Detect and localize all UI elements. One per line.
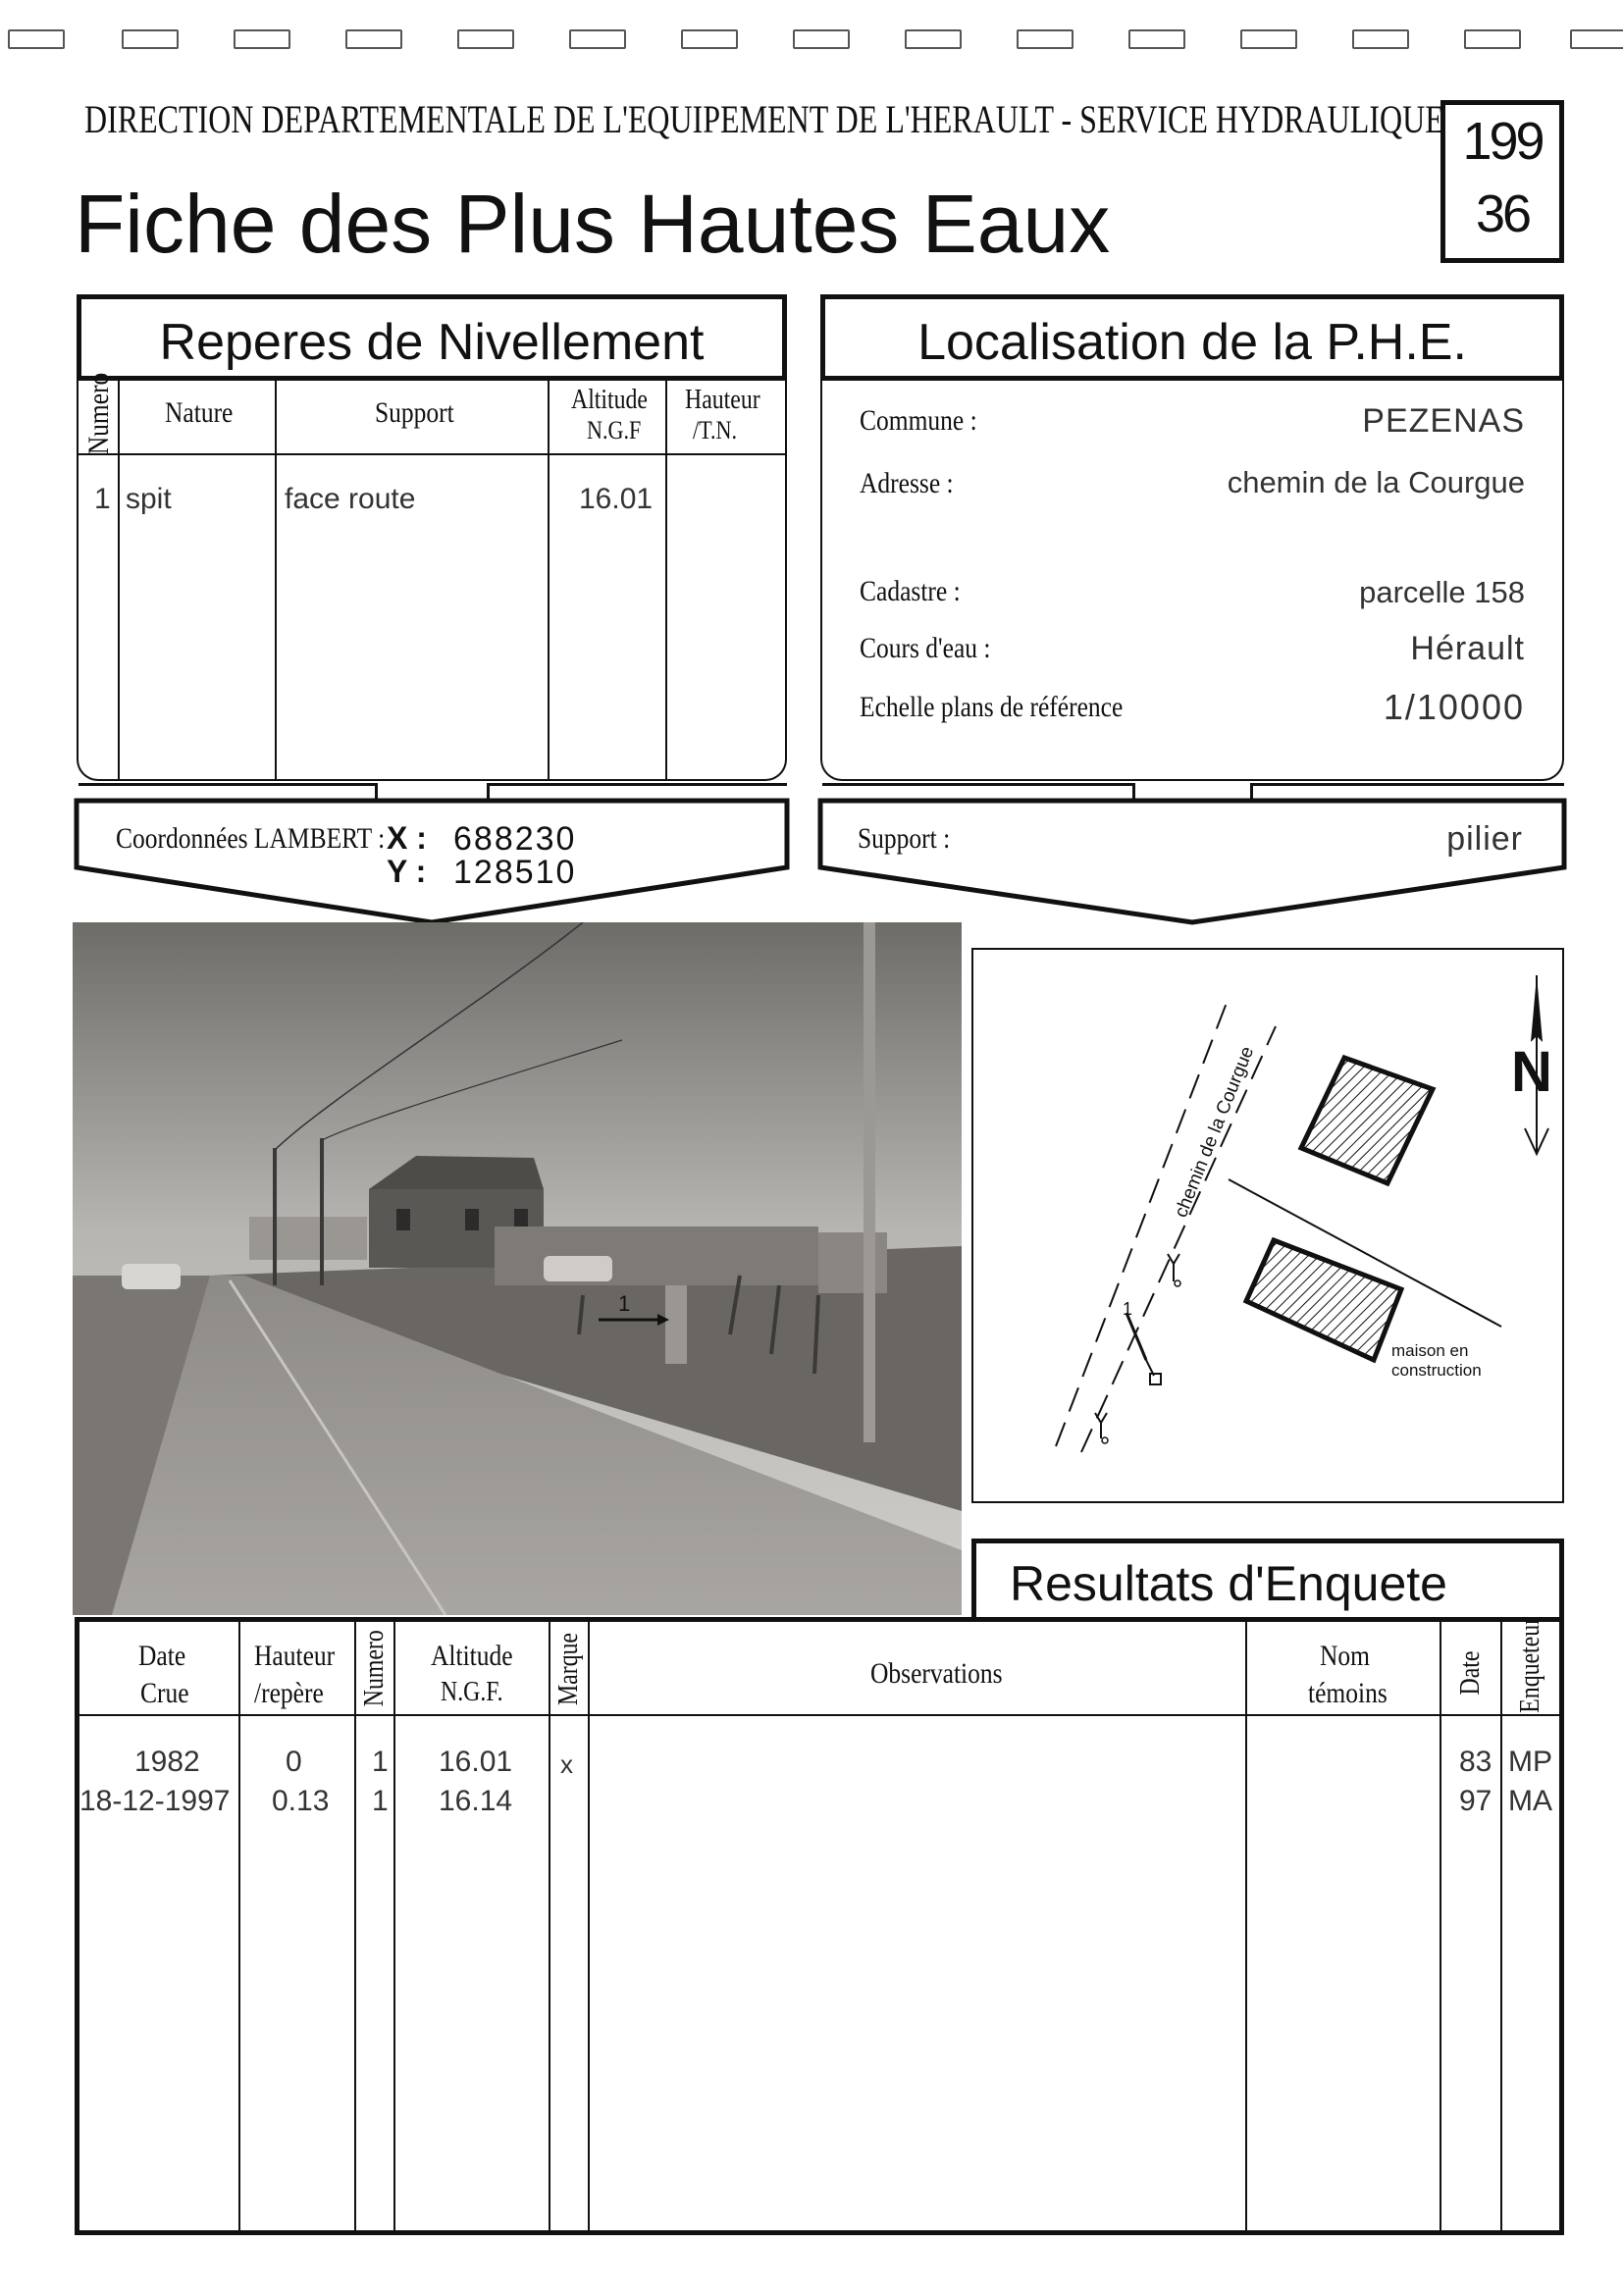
- north-label: N: [1511, 1040, 1552, 1104]
- localisation-panel: [820, 379, 1564, 781]
- column-header-numero: Numero: [82, 372, 115, 455]
- cours-eau-value: Hérault: [1410, 630, 1525, 667]
- reference-number-bottom: 36: [1475, 184, 1530, 243]
- row-hauteur: 0: [286, 1746, 302, 1778]
- reference-number-top: 199: [1462, 112, 1543, 171]
- lambert-label: Coordonnées LAMBERT :: [116, 822, 386, 855]
- building-house-in-construction: [1246, 1240, 1411, 1360]
- binder-hole: [681, 29, 738, 49]
- site-map-drawing: [971, 948, 1564, 1503]
- site-photograph: [73, 922, 962, 1615]
- reperes-title: Reperes de Nivellement: [159, 314, 705, 371]
- row-altitude: 16.01: [579, 483, 654, 515]
- column-header-altitude-unit: N.G.F.: [441, 1677, 503, 1707]
- column-header-altitude: Altitude: [431, 1640, 513, 1672]
- cours-eau-label: Cours d'eau :: [860, 632, 991, 664]
- reperes-title-box: [77, 294, 787, 381]
- building-north: [1301, 1058, 1433, 1183]
- column-header-altitude: Altitude: [571, 385, 649, 415]
- echelle-value: 1/10000: [1383, 687, 1525, 727]
- cadastre-value: parcelle 158: [1359, 575, 1525, 609]
- row-date: 83: [1459, 1746, 1492, 1778]
- row-numero: 1: [372, 1785, 389, 1817]
- row-numero: 1: [94, 483, 111, 515]
- column-header-hauteur-unit: /T.N.: [693, 416, 738, 444]
- row-support: face route: [285, 483, 416, 515]
- row-numero: 1: [372, 1746, 389, 1778]
- row-date-crue: 18-12-1997: [79, 1785, 231, 1817]
- column-header-hauteur: Hauteur: [685, 385, 760, 415]
- binder-hole: [1017, 29, 1073, 49]
- binder-hole: [793, 29, 850, 49]
- row-marque: x: [560, 1749, 573, 1779]
- cadastre-label: Cadastre :: [860, 575, 961, 607]
- binder-hole: [1352, 29, 1409, 49]
- road-label: chemin de la Courgue: [1171, 1043, 1259, 1221]
- row-altitude: 16.01: [439, 1746, 513, 1778]
- house-label-line2: construction: [1391, 1361, 1482, 1380]
- reference-box: [1440, 100, 1564, 263]
- column-header-support: Support: [375, 396, 454, 429]
- lambert-y-label: Y :: [387, 854, 427, 889]
- resultats-title-box: [971, 1539, 1564, 1621]
- binder-hole: [234, 29, 290, 49]
- column-header-hauteur-line2: /repère: [254, 1677, 324, 1709]
- direction-heading: DIRECTION DEPARTEMENTALE DE L'EQUIPEMENT DE L'HERAULT - SERVICE HYDRAULIQUE: [84, 97, 1444, 141]
- echelle-label: Echelle plans de référence: [860, 691, 1124, 723]
- column-header-nom-line2: témoins: [1308, 1677, 1387, 1709]
- adresse-label: Adresse :: [860, 467, 954, 499]
- lambert-banner: [73, 797, 793, 928]
- adresse-value: chemin de la Courgue: [1227, 465, 1525, 499]
- column-header-date: Date: [1455, 1650, 1486, 1696]
- column-header-marque: Marque: [553, 1632, 584, 1706]
- resultats-table: [75, 1617, 1564, 2235]
- lambert-x-label: X :: [387, 820, 427, 856]
- support-value: pilier: [1446, 820, 1523, 858]
- column-header-nom: Nom: [1320, 1640, 1370, 1672]
- row-altitude: 16.14: [439, 1785, 513, 1817]
- commune-label: Commune :: [860, 404, 977, 437]
- bench-mark-icon: [1168, 1254, 1179, 1281]
- binder-hole: [457, 29, 514, 49]
- row-date-crue: 1982: [134, 1746, 200, 1778]
- column-header-numero: Numero: [359, 1630, 390, 1707]
- column-header-altitude-unit: N.G.F: [587, 416, 642, 444]
- row-hauteur: 0.13: [272, 1785, 330, 1817]
- row-nature: spit: [126, 483, 172, 515]
- support-banner: [816, 797, 1570, 928]
- localisation-title: Localisation de la P.H.E.: [917, 314, 1467, 371]
- page-title: Fiche des Plus Hautes Eaux: [75, 178, 1111, 270]
- binder-hole: [569, 29, 626, 49]
- pillar-icon: [1150, 1374, 1161, 1384]
- binder-hole: [1240, 29, 1297, 49]
- house-label-line1: maison en: [1391, 1341, 1469, 1360]
- resultats-title: Resultats d'Enquete: [1010, 1556, 1447, 1611]
- column-header-nature: Nature: [165, 396, 234, 429]
- support-label: Support :: [858, 822, 951, 855]
- row-enqueteur: MP: [1508, 1746, 1552, 1778]
- photo-marker-label: 1: [618, 1291, 631, 1316]
- lambert-y-value: 128510: [453, 854, 577, 891]
- map-marker-label: 1: [1123, 1299, 1133, 1319]
- lambert-x-value: 688230: [453, 820, 577, 858]
- binder-hole: [1464, 29, 1521, 49]
- reperes-table: [77, 372, 787, 781]
- row-enqueteur: MA: [1508, 1785, 1552, 1817]
- binder-hole: [1128, 29, 1185, 49]
- commune-value: PEZENAS: [1362, 402, 1525, 440]
- column-header-date-crue: Date: [138, 1640, 186, 1672]
- localisation-title-box: [820, 294, 1564, 381]
- binder-hole: [905, 29, 962, 49]
- binder-hole: [345, 29, 402, 49]
- binder-hole: [122, 29, 179, 49]
- column-header-observations: Observations: [870, 1657, 1003, 1690]
- column-header-hauteur: Hauteur: [254, 1640, 336, 1672]
- binder-hole: [1570, 29, 1623, 49]
- pointer-arrow-icon: [1126, 1313, 1146, 1360]
- row-date: 97: [1459, 1785, 1492, 1817]
- binder-hole: [8, 29, 65, 49]
- column-header-enqueteur: Enqueteur: [1515, 1616, 1545, 1713]
- column-header-date-crue-line2: Crue: [140, 1677, 189, 1709]
- bench-mark-icon-south: [1095, 1413, 1107, 1438]
